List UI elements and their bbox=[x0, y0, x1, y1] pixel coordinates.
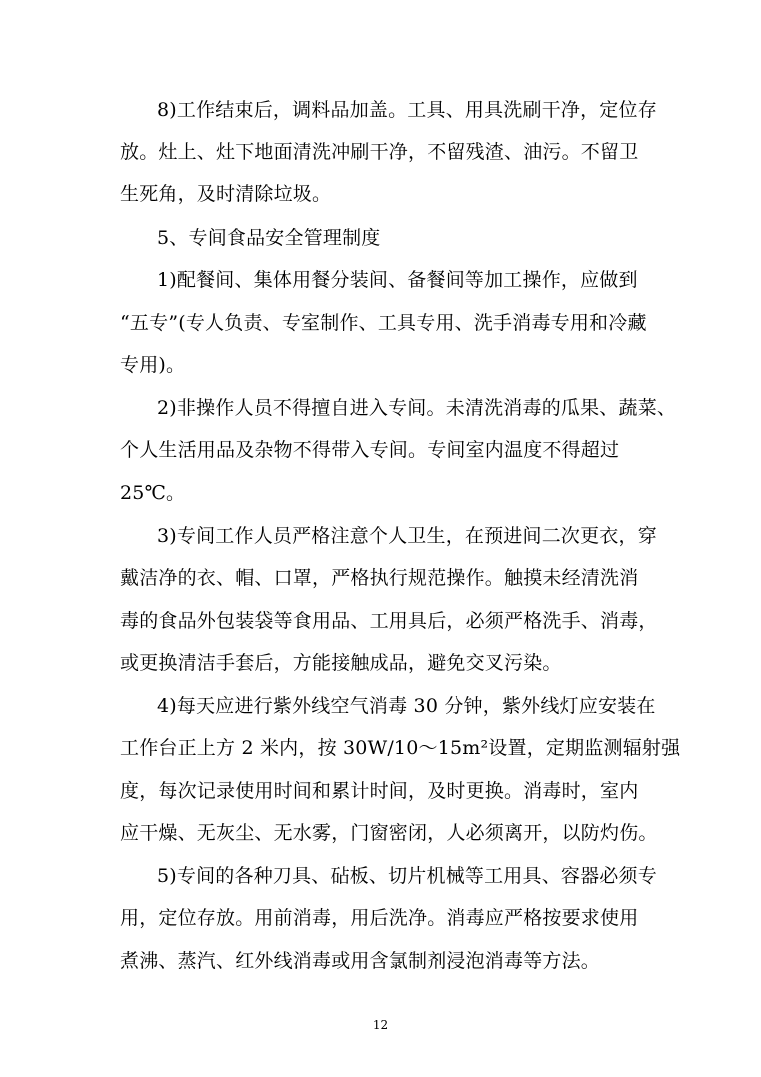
text-line: 5、专间食品安全管理制度 bbox=[157, 227, 381, 249]
text-line: 用，定位存放。用前消毒，用后洗净。消毒应严格按要求使用 bbox=[120, 907, 639, 929]
text-line: 8)工作结束后，调料品加盖。工具、用具洗刷干净，定位存 bbox=[157, 99, 657, 121]
text-line: 专用)。 bbox=[120, 354, 186, 376]
text-line: “五专”(专人负责、专室制作、工具专用、洗手消毒专用和冷藏 bbox=[120, 312, 647, 334]
text-line: 放。灶上、灶下地面清洗冲刷干净，不留残渣、油污。不留卫 bbox=[120, 141, 639, 163]
text-line: 煮沸、蒸汽、红外线消毒或用含氯制剂浸泡消毒等方法。 bbox=[120, 950, 601, 972]
text-line: 生死角，及时清除垃圾。 bbox=[120, 183, 332, 205]
text-line: 1)配餐间、集体用餐分装间、备餐间等加工操作，应做到 bbox=[157, 269, 638, 291]
text-line: 4)每天应进行紫外线空气消毒 30 分钟，紫外线灯应安装在 bbox=[157, 695, 656, 717]
text-line: 或更换清洁手套后，方能接触成品，避免交叉污染。 bbox=[120, 652, 562, 674]
text-line: 工作台正上方 2 米内，按 30W/10～15m²设置，定期监测辐射强 bbox=[120, 737, 681, 759]
text-line: 度，每次记录使用时间和累计时间，及时更换。消毒时，室内 bbox=[120, 780, 639, 802]
text-line: 戴洁净的衣、帽、口罩，严格执行规范操作。触摸未经清洗消 bbox=[120, 567, 639, 589]
text-line: 25℃。 bbox=[120, 482, 186, 504]
text-line: 个人生活用品及杂物不得带入专间。专间室内温度不得超过 bbox=[120, 439, 620, 461]
text-line: 5)专间的各种刀具、砧板、切片机械等工用具、容器必须专 bbox=[157, 865, 657, 887]
page-number: 12 bbox=[372, 1018, 389, 1032]
text-line: 应干燥、无灰尘、无水雾，门窗密闭，人必须离开，以防灼伤。 bbox=[120, 822, 658, 844]
text-line: 3)专间工作人员严格注意个人卫生，在预进间二次更衣，穿 bbox=[157, 525, 657, 547]
text-line: 毒的食品外包装袋等食用品、工用具后，必须严格洗手、消毒， bbox=[120, 610, 658, 632]
text-line: 2)非操作人员不得擅自进入专间。未清洗消毒的瓜果、蔬菜、 bbox=[157, 397, 677, 419]
